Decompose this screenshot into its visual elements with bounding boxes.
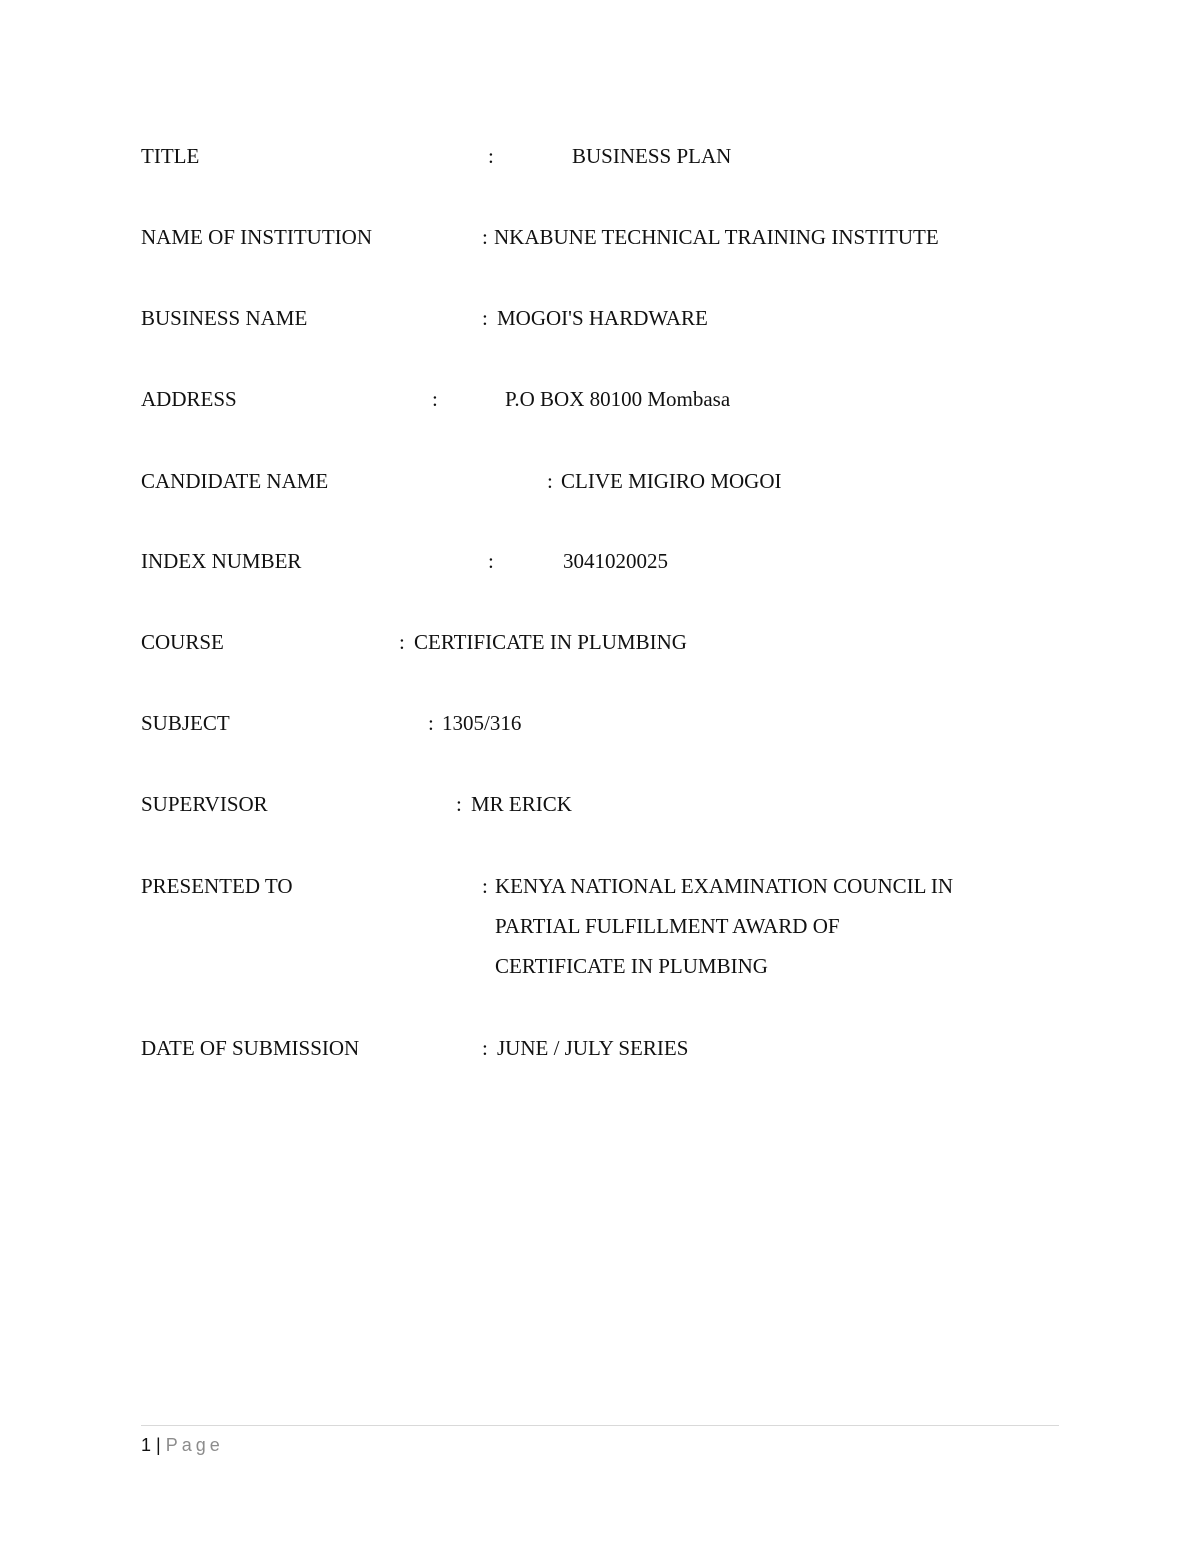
supervisor-label: SUPERVISOR: [141, 792, 268, 816]
page-number: 1: [141, 1435, 152, 1455]
institution-value: NKABUNE TECHNICAL TRAINING INSTITUTE: [494, 225, 939, 249]
candidate-name-value: CLIVE MIGIRO MOGOI: [561, 469, 782, 493]
presented-to-line: KENYA NATIONAL EXAMINATION COUNCIL IN: [495, 874, 954, 898]
subject-label: SUBJECT: [141, 711, 230, 735]
address-label: ADDRESS: [141, 387, 237, 411]
supervisor-colon: :: [456, 792, 462, 816]
page-word: Page: [165, 1435, 224, 1455]
index-number-value: 3041020025: [563, 549, 668, 573]
institution-label: NAME OF INSTITUTION: [141, 225, 372, 249]
date-of-submission-value: JUNE / JULY SERIES: [497, 1036, 689, 1060]
business-name-colon: :: [482, 306, 488, 330]
address-value: P.O BOX 80100 Mombasa: [505, 387, 731, 411]
date-of-submission-colon: :: [482, 1036, 488, 1060]
footer-separator: |: [156, 1435, 161, 1455]
course-label: COURSE: [141, 630, 224, 654]
title-value: BUSINESS PLAN: [572, 144, 732, 168]
presented-to-line: CERTIFICATE IN PLUMBING: [495, 954, 768, 978]
index-number-label: INDEX NUMBER: [141, 549, 302, 573]
business-name-label: BUSINESS NAME: [141, 306, 308, 330]
candidate-name-label: CANDIDATE NAME: [141, 469, 329, 493]
course-colon: :: [399, 630, 405, 654]
page-footer: [141, 1433, 224, 1457]
institution-colon: :: [482, 225, 488, 249]
supervisor-value: MR ERICK: [471, 792, 572, 816]
subject-colon: :: [428, 711, 434, 735]
subject-value: 1305/316: [442, 711, 522, 735]
presented-to-line: PARTIAL FULFILLMENT AWARD OF: [495, 914, 840, 938]
date-of-submission-label: DATE OF SUBMISSION: [141, 1036, 360, 1060]
address-colon: :: [432, 387, 438, 411]
candidate-name-colon: :: [547, 469, 553, 493]
presented-to-value: [495, 866, 953, 986]
course-value: CERTIFICATE IN PLUMBING: [414, 630, 687, 654]
title-label: TITLE: [141, 144, 200, 168]
presented-to-label: PRESENTED TO: [141, 874, 293, 898]
footer-divider: [141, 1425, 1059, 1426]
presented-to-colon: :: [482, 874, 488, 898]
index-number-colon: :: [488, 549, 494, 573]
title-colon: :: [488, 144, 494, 168]
business-name-value: MOGOI'S HARDWARE: [497, 306, 708, 330]
